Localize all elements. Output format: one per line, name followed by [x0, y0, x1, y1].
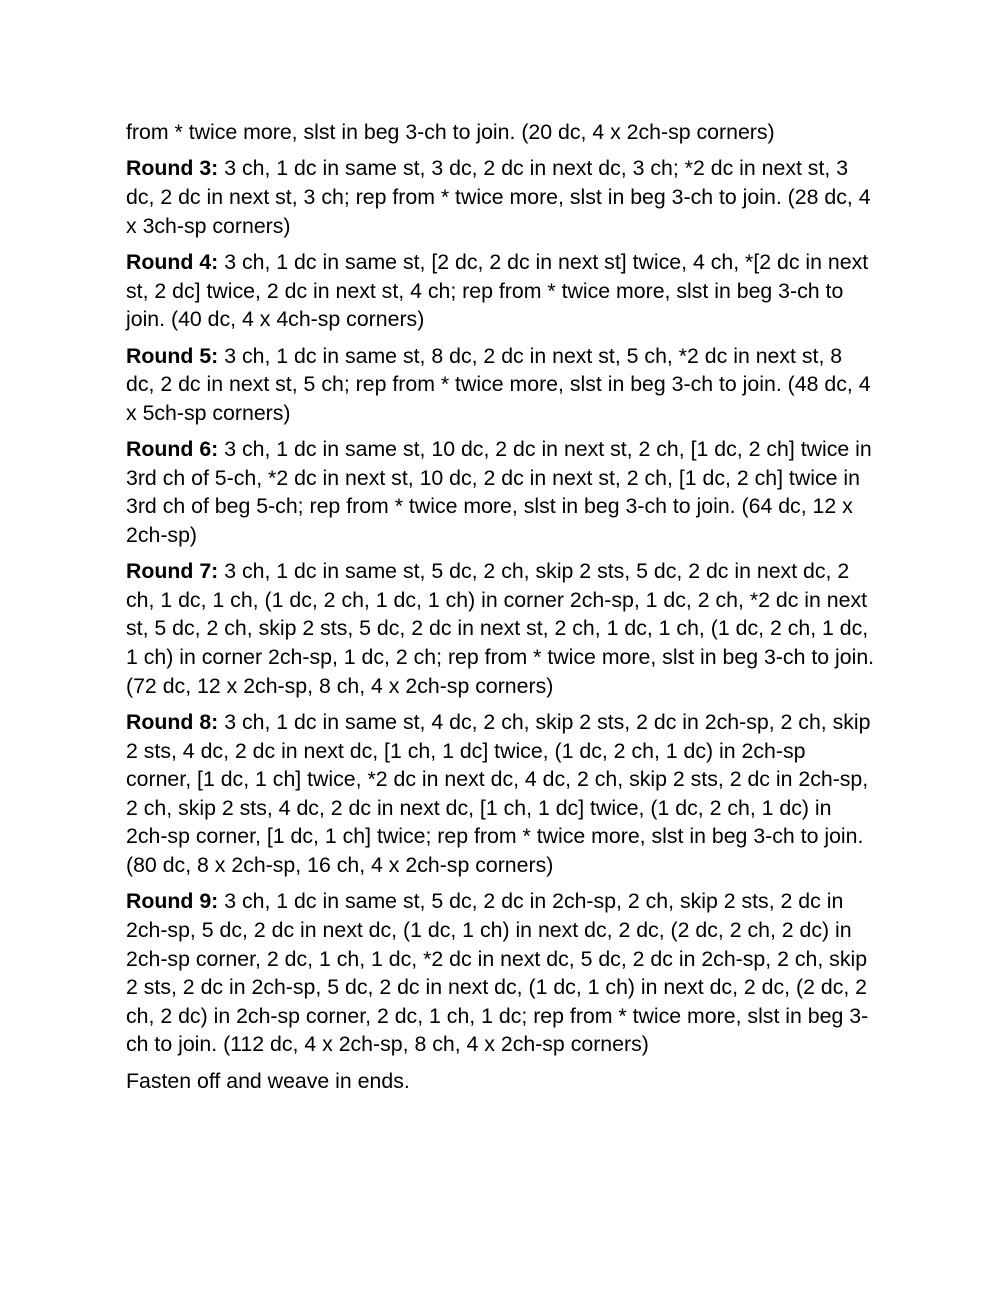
outro-paragraph: Fasten off and weave in ends. [126, 1068, 410, 1093]
round-3-label: Round 3: [126, 156, 219, 181]
round-5-label: Round 5: [126, 343, 219, 368]
round-6-label: Round 6: [126, 437, 219, 462]
round-6-paragraph [126, 435, 876, 549]
round-4-paragraph [126, 248, 876, 334]
round-8-paragraph [126, 708, 876, 880]
round-9-label: Round 9: [126, 889, 219, 914]
round-6-text: 3 ch, 1 dc in same st, 10 dc, 2 dc in next st, 2 ch, [1 dc, 2 ch] twice in 3rd ch of 5-ch, *2 dc in next st, 10 dc, 2 dc in next st, 2 ch, [1 dc, 2 ch] twice in 3rd ch of beg 5-ch; rep from * twice more, slst in beg 3-ch to join. (64 dc, 12 x 2ch-sp) [126, 437, 872, 547]
round-8-label: Round 8: [126, 710, 219, 735]
round-3-paragraph [126, 154, 876, 240]
intro-paragraph: from * twice more, slst in beg 3-ch to join. (20 dc, 4 x 2ch-sp corners) [126, 120, 775, 144]
round-9-text: 3 ch, 1 dc in same st, 5 dc, 2 dc in 2ch-sp, 2 ch, skip 2 sts, 2 dc in 2ch-sp, 5 dc, 2 dc in next dc, (1 dc, 1 ch) in next dc, 2 dc, (2 dc, 2 ch, 2 dc) in 2ch-sp corner, 2 dc, 1 ch, 1 dc, *2 dc in next dc, 5 dc, 2 dc in 2ch-sp, 2 ch, skip 2 sts, 2 dc in 2ch-sp, 5 dc, 2 dc in next dc, (1 dc, 1 ch) in next dc, 2 dc, (2 dc, 2 ch, 2 dc) in 2ch-sp corner, 2 dc, 1 ch, 1 dc; rep from * twice more, slst in beg 3-ch to join. (112 dc, 4 x 2ch-sp, 8 ch, 4 x 2ch-sp corners) [126, 889, 869, 1057]
pattern-instructions [126, 118, 876, 1103]
round-7-label: Round 7: [126, 559, 219, 584]
round-4-text: 3 ch, 1 dc in same st, [2 dc, 2 dc in next st] twice, 4 ch, *[2 dc in next st, 2 dc] twice, 2 dc in next st, 4 ch; rep from * twice more, slst in beg 3-ch to join. (40 dc, 4 x 4ch-sp corners) [126, 249, 869, 332]
round-8-text: 3 ch, 1 dc in same st, 4 dc, 2 ch, skip 2 sts, 2 dc in 2ch-sp, 2 ch, skip 2 sts, 4 dc, 2 dc in next dc, [1 ch, 1 dc] twice, (1 dc, 2 ch, 1 dc) in 2ch-sp corner, [1 dc, 1 ch] twice, *2 dc in next dc, 4 dc, 2 ch, skip 2 sts, 2 dc in 2ch-sp, 2 ch, skip 2 sts, 4 dc, 2 dc in next dc, [1 ch, 1 dc] twice, (1 dc, 2 ch, 1 dc) in 2ch-sp corner, [1 dc, 1 ch] twice; rep from * twice more, slst in beg 3-ch to join. (80 dc, 8 x 2ch-sp, 16 ch, 4 x 2ch-sp corners) [126, 710, 871, 878]
round-5-paragraph [126, 342, 876, 428]
round-3-text: 3 ch, 1 dc in same st, 3 dc, 2 dc in next dc, 3 ch; *2 dc in next st, 3 dc, 2 dc in next st, 3 ch; rep from * twice more, slst in beg 3-ch to join. (28 dc, 4 x 3ch-sp corners) [126, 156, 871, 238]
round-5-text: 3 ch, 1 dc in same st, 8 dc, 2 dc in next st, 5 ch, *2 dc in next st, 8 dc, 2 dc in next st, 5 ch; rep from * twice more, slst in beg 3-ch to join. (48 dc, 4 x 5ch-sp corners) [126, 343, 871, 425]
round-7-text: 3 ch, 1 dc in same st, 5 dc, 2 ch, skip 2 sts, 5 dc, 2 dc in next dc, 2 ch, 1 dc, 1 ch, (1 dc, 2 ch, 1 dc, 1 ch) in corner 2ch-sp, 1 dc, 2 ch, *2 dc in next st, 5 dc, 2 ch, skip 2 sts, 5 dc, 2 dc in next st, 2 ch, 1 dc, 1 ch, (1 dc, 2 ch, 1 dc, 1 ch) in corner 2ch-sp, 1 dc, 2 ch; rep from * twice more, slst in beg 3-ch to join. (72 dc, 12 x 2ch-sp, 8 ch, 4 x 2ch-sp corners) [126, 559, 875, 698]
round-4-label: Round 4: [126, 249, 219, 274]
round-7-paragraph [126, 557, 876, 700]
round-9-paragraph [126, 887, 876, 1059]
